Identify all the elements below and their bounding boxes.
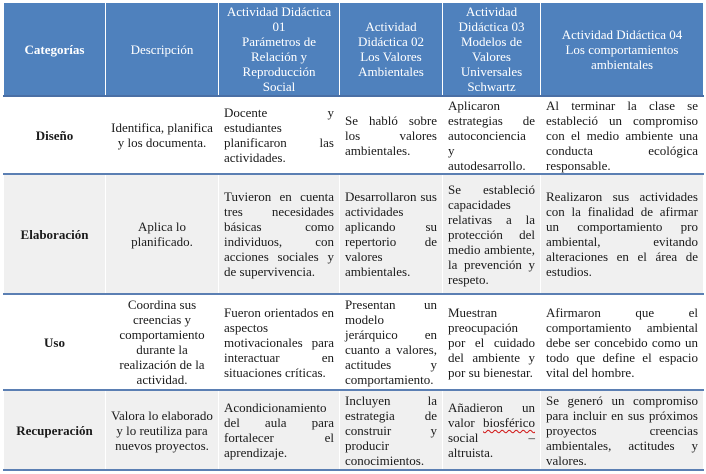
description-cell: Aplica lo planificado. (106, 174, 219, 294)
header-row (4, 3, 704, 96)
category-cell: Diseño (4, 96, 106, 174)
header-line: Reproducción (242, 64, 316, 79)
activity-01-cell: Docente y estudiantes planificaron las actividades. (219, 96, 340, 174)
activity-01-cell: Acondicionamiento del aula para fortalecer el aprendizaje. (219, 390, 340, 470)
activity-03-cell: Aplicaron estrategias de autoconciencia y autodesarrollo. (443, 96, 541, 174)
activity-03-cell (443, 390, 541, 470)
table-row-diseno (4, 96, 704, 174)
activity-02-cell: Presentan un modelo jerárquico en cuanto a valores, actitudes y comportamiento. (340, 294, 443, 390)
header-line: Modelos de (460, 34, 523, 49)
header-line: Didáctica 03 (458, 19, 525, 34)
cell-text: Añadieron un valor (448, 400, 535, 430)
activities-table (3, 3, 704, 471)
table-row-elaboracion (4, 174, 704, 294)
header-line: Parámetros de (241, 34, 316, 49)
header-categorias: Categorías (4, 3, 106, 96)
description-cell: Coordina sus creencias y comportamiento durante la realización de la actividad. (106, 294, 219, 390)
header-descripcion: Descripción (106, 3, 219, 96)
header-line: Universales (460, 64, 523, 79)
activity-01-cell: Fueron orientados en aspectos motivacionales para interactuar en situaciones críticas. (219, 294, 340, 390)
header-line: Actividad (465, 4, 518, 19)
category-cell: Recuperación (4, 390, 106, 470)
table-row-uso (4, 294, 704, 390)
header-line: Valores (472, 49, 511, 64)
activity-04-cell: Se generó un compromiso para incluir en sus próximos proyectos creencias ambientales, actitudes y valores. (541, 390, 704, 470)
header-line: Relación y (251, 49, 307, 64)
header-line: ambientales (590, 56, 654, 72)
header-actividad-03 (443, 3, 541, 96)
header-line: Actividad Didáctica 04 (561, 26, 683, 42)
category-cell: Elaboración (4, 174, 106, 294)
spellcheck-flagged-word: biosférico (483, 415, 535, 430)
header-actividad-04 (541, 3, 704, 96)
table-row-recuperacion (4, 390, 704, 470)
activity-02-cell: Se habló sobre los valores ambientales. (340, 96, 443, 174)
header-line: 01 (272, 19, 286, 34)
activity-03-cell: Muestran preocupación por el cuidado del ambiente y por su bienestar. (443, 294, 541, 390)
activity-04-cell: Afirmaron que el comportamiento ambiental debe ser concebido como un todo que define el espacio vital del hombre. (541, 294, 704, 390)
header-line: Los comportamientos (565, 41, 679, 57)
header-line: Schwartz (467, 79, 516, 94)
header-line: Actividad (365, 19, 417, 34)
header-line: Social (262, 79, 296, 94)
description-cell: Valora lo elaborado y lo reutiliza para nuevos proyectos. (106, 390, 219, 470)
activity-02-cell: Incluyen la estrategia de construir y producir conocimientos. (340, 390, 443, 470)
header-actividad-02 (340, 3, 443, 96)
header-line: Ambientales (358, 64, 424, 79)
cell-text: social – altruista. (448, 430, 535, 460)
header-line: Didáctica 02 (357, 34, 425, 49)
header-actividad-01 (219, 3, 340, 96)
activity-04-cell: Realizaron sus actividades con la finalidad de afirmar un comportamiento pro ambiental, evitando alteraciones en el área de estudios. (541, 174, 704, 294)
header-line: Actividad Didáctica (226, 4, 332, 19)
activity-04-cell: Al terminar la clase se estableció un compromiso con el medio ambiente una conducta ecológica responsable. (541, 96, 704, 174)
description-cell: Identifica, planifica y los documenta. (106, 96, 219, 174)
category-cell: Uso (4, 294, 106, 390)
activity-01-cell: Tuvieron en cuenta tres necesidades básicas como individuos, con acciones sociales y de supervivencia. (219, 174, 340, 294)
header-line: Los Valores (360, 49, 422, 64)
activity-03-cell: Se estableció capacidades relativas a la protección del medio ambiente, la prevención y respeto. (443, 174, 541, 294)
activity-02-cell: Desarrollaron sus actividades aplicando su repertorio de valores ambientales. (340, 174, 443, 294)
